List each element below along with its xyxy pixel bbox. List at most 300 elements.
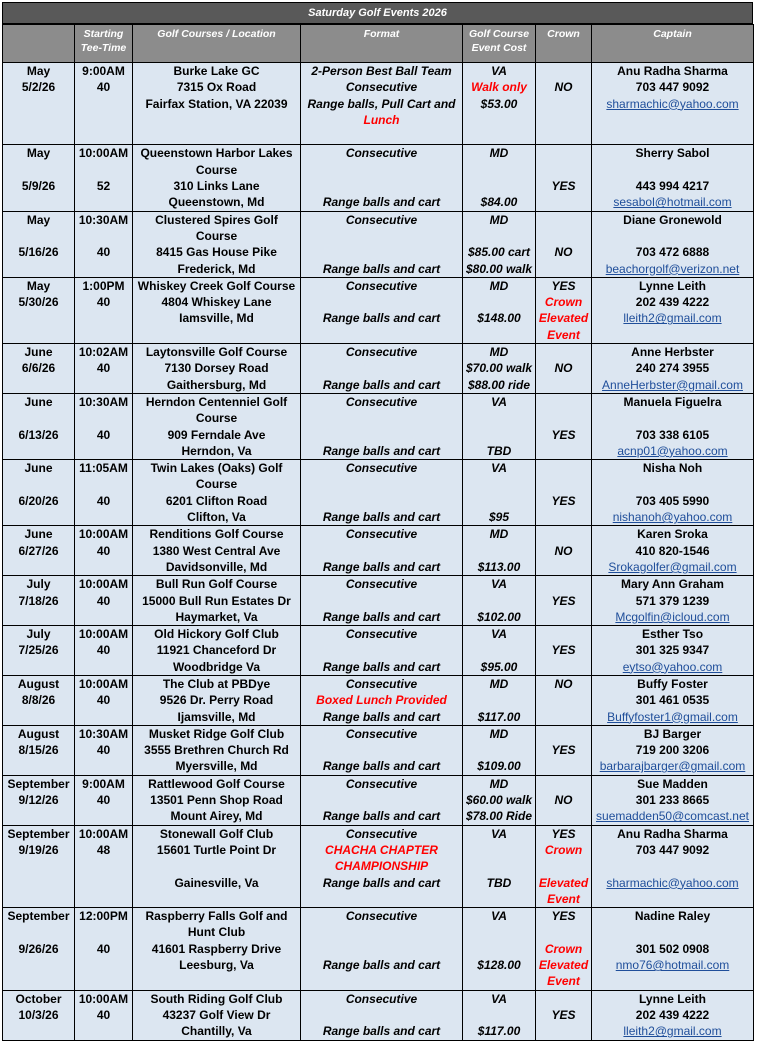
course-cell <box>133 393 301 459</box>
tee-time-line <box>76 957 131 973</box>
email-link[interactable]: barbarajbarger@gmail.com <box>599 759 746 774</box>
crown-line: NO <box>554 676 573 691</box>
course-line <box>134 128 299 144</box>
course-line: 15000 Bull Run Estates Dr <box>142 593 291 608</box>
course-line: 909 Ferndale Ave <box>167 427 266 442</box>
course-line: 9526 Dr. Perry Road <box>159 693 274 708</box>
tee-time-cell <box>75 576 133 626</box>
format-line: Range balls and cart <box>322 311 441 326</box>
captain-line: 703 447 9092 <box>635 842 710 857</box>
captain-cell <box>592 211 754 277</box>
date-line <box>4 659 73 675</box>
captain-cell <box>592 526 754 576</box>
crown-cell <box>536 63 592 145</box>
captain-cell <box>592 626 754 676</box>
email-link[interactable]: lleith2@gmail.com <box>623 1024 722 1039</box>
header-crown: Crown <box>536 25 592 63</box>
course-line: Chantilly, Va <box>181 1024 252 1039</box>
date-line: May <box>26 146 51 161</box>
date-line <box>4 261 73 277</box>
course-line: Course <box>195 411 238 426</box>
crown-cell <box>536 675 592 725</box>
tee-time-cell <box>75 63 133 145</box>
format-line: Consecutive <box>345 676 418 691</box>
course-line: Clustered Spires Golf <box>155 212 278 227</box>
event-row <box>3 393 754 459</box>
header-cost: Golf Course Event Cost <box>463 25 536 63</box>
crown-line <box>537 726 590 742</box>
cost-line: $102.00 <box>477 609 521 624</box>
cost-cell <box>463 675 536 725</box>
course-line: Renditions Golf Course <box>149 527 284 542</box>
captain-line: Nisha Noh <box>642 461 703 476</box>
tee-time-line: 40 <box>96 1007 111 1022</box>
course-line: 7130 Dorsey Road <box>164 361 269 376</box>
date-line: 8/8/26 <box>21 693 56 708</box>
email-link[interactable]: sesabol@hotmail.com <box>613 195 732 210</box>
course-line: Mount Airey, Md <box>170 809 263 824</box>
cost-line <box>464 228 534 244</box>
date-line <box>4 709 73 725</box>
date-cell <box>3 775 75 825</box>
email-link[interactable]: nmo76@hotmail.com <box>615 958 730 973</box>
captain-cell <box>592 990 754 1040</box>
date-line <box>4 973 73 989</box>
cost-cell <box>463 526 536 576</box>
cost-line: VA <box>491 826 507 841</box>
captain-line <box>593 891 752 907</box>
cost-line: VA <box>491 577 507 592</box>
captain-line <box>593 973 752 989</box>
date-line: June <box>24 527 53 542</box>
email-link[interactable]: nishanoh@yahoo.com <box>612 510 733 525</box>
tee-time-cell <box>75 277 133 343</box>
cost-cell <box>463 344 536 394</box>
date-cell <box>3 277 75 343</box>
email-link[interactable]: acnp01@yahoo.com <box>617 443 728 458</box>
date-line: 5/30/26 <box>18 295 59 310</box>
course-line: 310 Links Lane <box>173 179 260 194</box>
captain-line: 443 994 4217 <box>635 179 710 194</box>
date-line <box>4 410 73 426</box>
cost-cell <box>463 63 536 145</box>
cost-line <box>464 842 534 858</box>
course-line <box>134 858 299 874</box>
cost-cell <box>463 576 536 626</box>
course-line: Laytonsville Golf Course <box>145 345 288 360</box>
cost-cell <box>463 725 536 775</box>
crown-line <box>537 1023 590 1039</box>
tee-time-cell <box>75 775 133 825</box>
cost-line: VA <box>491 64 507 78</box>
captain-cell <box>592 344 754 394</box>
tee-time-cell <box>75 825 133 907</box>
course-line: 1380 West Central Ave <box>152 543 281 558</box>
date-line: September <box>7 776 70 791</box>
format-line: Consecutive <box>345 278 418 293</box>
event-row <box>3 725 754 775</box>
tee-time-line <box>76 659 131 675</box>
crown-line <box>537 63 590 79</box>
events-table <box>2 24 754 1041</box>
captain-line: Anu Radha Sharma <box>617 64 728 78</box>
cost-line <box>464 112 534 128</box>
format-line <box>302 493 461 509</box>
tee-time-line <box>76 228 131 244</box>
event-row <box>3 63 754 145</box>
captain-line: Mary Ann Graham <box>621 577 724 592</box>
captain-cell <box>592 145 754 211</box>
cost-line: $95 <box>488 510 510 525</box>
cost-cell <box>463 908 536 990</box>
course-line: Stonewall Golf Club <box>159 826 274 841</box>
date-cell <box>3 393 75 459</box>
date-line: 6/13/26 <box>18 427 59 442</box>
date-line <box>4 609 73 625</box>
format-line: Range balls and cart <box>322 759 441 774</box>
tee-time-line: 10:30AM <box>78 394 129 409</box>
date-line <box>4 327 73 343</box>
captain-line <box>593 128 752 144</box>
captain-cell <box>592 825 754 907</box>
date-cell <box>3 460 75 526</box>
crown-cell <box>536 990 592 1040</box>
format-line: Consecutive <box>345 527 418 542</box>
tee-time-line: 40 <box>96 593 111 608</box>
captain-cell <box>592 460 754 526</box>
crown-line: Event <box>547 327 580 342</box>
crown-line <box>537 758 590 774</box>
date-cell <box>3 626 75 676</box>
crown-line <box>537 858 590 874</box>
crown-line <box>537 576 590 592</box>
crown-line <box>537 526 590 542</box>
format-line: Range balls and cart <box>322 559 441 574</box>
crown-line <box>537 924 590 940</box>
format-line: Range balls and cart <box>322 875 441 890</box>
date-cell <box>3 344 75 394</box>
email-link[interactable]: lleith2@gmail.com <box>623 311 722 326</box>
cost-line <box>464 742 534 758</box>
cost-line: MD <box>489 527 509 542</box>
format-cell <box>301 344 463 394</box>
format-line: Lunch <box>363 112 400 127</box>
cost-line: MD <box>489 776 509 791</box>
crown-line <box>537 194 590 210</box>
captain-line: Lynne Leith <box>639 278 706 293</box>
format-line: Boxed Lunch Provided <box>316 693 447 708</box>
email-link[interactable]: Mcgolfin@icloud.com <box>615 609 730 624</box>
course-line: Queenstown Harbor Lakes <box>140 146 293 161</box>
course-line: Herndon, Va <box>181 443 252 458</box>
cost-line <box>464 493 534 509</box>
course-line <box>134 112 299 128</box>
cost-cell <box>463 775 536 825</box>
format-line: Range balls and cart <box>322 709 441 724</box>
tee-time-cell <box>75 145 133 211</box>
captain-line <box>593 924 752 940</box>
tee-time-line <box>76 327 131 343</box>
date-line <box>4 96 73 112</box>
format-line: CHACHA CHAPTER <box>325 842 438 857</box>
date-line <box>4 443 73 459</box>
crown-line: YES <box>551 593 576 608</box>
format-cell <box>301 145 463 211</box>
crown-line <box>537 609 590 625</box>
date-line: May <box>26 64 51 78</box>
crown-line: YES <box>551 909 576 924</box>
cost-line <box>464 924 534 940</box>
event-row <box>3 825 754 907</box>
tee-time-line <box>76 808 131 824</box>
crown-line: YES <box>551 278 576 293</box>
event-row <box>3 460 754 526</box>
date-line <box>4 858 73 874</box>
crown-line: YES <box>551 493 576 508</box>
captain-line <box>593 228 752 244</box>
course-line: 13501 Penn Shop Road <box>150 793 283 808</box>
email-link[interactable]: Buffyfoster1@gmail.com <box>607 709 738 724</box>
format-line <box>302 427 461 443</box>
date-line: 7/25/26 <box>18 643 59 658</box>
format-line: Range balls and cart <box>322 659 441 674</box>
format-line: Consecutive <box>345 627 418 642</box>
date-cell <box>3 145 75 211</box>
crown-line <box>537 145 590 161</box>
course-cell <box>133 63 301 145</box>
cost-line <box>464 543 534 559</box>
tee-time-line <box>76 162 131 178</box>
cost-line: $70.00 walk <box>465 361 533 376</box>
format-line: Range balls, Pull Cart and <box>307 96 456 111</box>
sheet-title: Saturday Golf Events 2026 <box>2 2 753 24</box>
crown-line: Event <box>547 974 580 989</box>
course-line: 41601 Raspberry Drive <box>151 941 282 956</box>
email-link[interactable]: sharmachic@yahoo.com <box>606 875 739 890</box>
captain-line <box>593 112 752 128</box>
date-line: 9/26/26 <box>18 941 59 956</box>
crown-cell <box>536 825 592 907</box>
date-line <box>4 194 73 210</box>
crown-line <box>537 96 590 112</box>
crown-line <box>537 460 590 476</box>
format-line <box>302 162 461 178</box>
cost-line: $85.00 cart <box>467 245 531 260</box>
cost-line <box>464 858 534 874</box>
tee-time-line <box>76 509 131 525</box>
format-cell <box>301 526 463 576</box>
tee-time-line: 40 <box>96 643 111 658</box>
cost-line: $128.00 <box>477 958 521 973</box>
format-line: Consecutive <box>345 577 418 592</box>
course-line: The Club at PBDye <box>162 676 271 691</box>
date-cell <box>3 63 75 145</box>
captain-line: 703 405 5990 <box>635 493 710 508</box>
captain-line <box>593 327 752 343</box>
email-link[interactable]: eytso@yahoo.com <box>622 659 723 674</box>
format-line: Consecutive <box>345 826 418 841</box>
crown-line <box>537 128 590 144</box>
captain-line: 240 274 3955 <box>635 361 710 376</box>
format-line: Range balls and cart <box>322 1024 441 1039</box>
crown-line: YES <box>551 1007 576 1022</box>
course-line: Gaithersburg, Md <box>166 377 267 392</box>
course-line: Clifton, Va <box>187 510 246 525</box>
format-line <box>302 410 461 426</box>
format-line <box>302 973 461 989</box>
crown-line <box>537 509 590 525</box>
captain-line: Lynne Leith <box>639 991 706 1006</box>
tee-time-line <box>76 96 131 112</box>
date-line: 5/16/26 <box>18 245 59 260</box>
tee-time-line: 10:00AM <box>78 991 129 1006</box>
tee-time-cell <box>75 908 133 990</box>
email-link[interactable]: sharmachic@yahoo.com <box>606 96 739 111</box>
course-line: Hunt Club <box>187 925 246 940</box>
captain-line: Anu Radha Sharma <box>617 826 728 841</box>
date-cell <box>3 908 75 990</box>
tee-time-line: 9:00AM <box>82 64 125 78</box>
email-link[interactable]: Srokagolfer@gmail.com <box>608 559 737 574</box>
format-line: Range balls and cart <box>322 609 441 624</box>
crown-line <box>537 559 590 575</box>
cost-line <box>464 891 534 907</box>
crown-line: NO <box>554 793 573 808</box>
captain-cell <box>592 725 754 775</box>
date-line <box>4 758 73 774</box>
tee-time-line: 10:30AM <box>78 726 129 741</box>
captain-line <box>593 410 752 426</box>
crown-line <box>537 228 590 244</box>
format-line <box>302 941 461 957</box>
cost-line: $95.00 <box>480 659 518 674</box>
cost-line <box>464 973 534 989</box>
events-body <box>3 63 754 1041</box>
course-cell <box>133 775 301 825</box>
course-cell <box>133 576 301 626</box>
crown-line: Crown <box>544 295 583 310</box>
date-line: May <box>26 212 51 227</box>
email-link[interactable]: AnneHerbster@gmail.com <box>602 377 743 392</box>
format-line: Consecutive <box>345 991 418 1006</box>
tee-time-cell <box>75 675 133 725</box>
course-cell <box>133 908 301 990</box>
captain-line <box>593 858 752 874</box>
crown-cell <box>536 344 592 394</box>
date-line: September <box>7 826 70 841</box>
date-line: 8/15/26 <box>18 743 59 758</box>
event-row <box>3 344 754 394</box>
captain-line <box>593 476 752 492</box>
format-line <box>302 742 461 758</box>
captain-cell <box>592 63 754 145</box>
tee-time-line <box>76 758 131 774</box>
cost-cell <box>463 277 536 343</box>
crown-line: Crown <box>544 842 583 857</box>
format-line: Consecutive <box>345 461 418 476</box>
tee-time-line: 10:00AM <box>78 826 129 841</box>
tee-time-line <box>76 973 131 989</box>
cost-line: MD <box>489 726 509 741</box>
cost-line: $117.00 <box>477 1024 521 1039</box>
crown-cell <box>536 145 592 211</box>
course-line: Rattlewood Golf Course <box>148 776 285 791</box>
tee-time-line: 40 <box>96 543 111 558</box>
crown-line <box>537 476 590 492</box>
date-line: 5/9/26 <box>21 179 56 194</box>
format-line: Range balls and cart <box>322 377 441 392</box>
tee-time-line: 40 <box>96 295 111 310</box>
captain-line: 703 447 9092 <box>635 80 710 95</box>
crown-line <box>537 261 590 277</box>
crown-line <box>537 377 590 393</box>
format-line <box>302 891 461 907</box>
course-cell <box>133 526 301 576</box>
date-line: June <box>24 461 53 476</box>
course-line: Frederick, Md <box>177 261 256 276</box>
course-line: Myersville, Md <box>175 759 258 774</box>
cost-line <box>464 593 534 609</box>
course-line: Herndon Centenniel Golf <box>145 394 288 409</box>
tee-time-line <box>76 709 131 725</box>
tee-time-line: 40 <box>96 693 111 708</box>
event-row <box>3 626 754 676</box>
email-link[interactable]: suemadden50@comcast.net <box>596 809 749 824</box>
course-line: Raspberry Falls Golf and <box>145 909 288 924</box>
cost-line: Walk only <box>471 80 527 95</box>
course-line: Twin Lakes (Oaks) Golf <box>150 461 283 476</box>
tee-time-line: 40 <box>96 427 111 442</box>
date-line: 6/27/26 <box>18 543 59 558</box>
event-row <box>3 990 754 1040</box>
format-line: Consecutive <box>345 345 418 360</box>
crown-line <box>537 162 590 178</box>
email-link[interactable]: beachorgolf@verizon.net <box>605 261 740 276</box>
course-line: Bull Run Golf Course <box>155 577 278 592</box>
cost-line: $88.00 ride <box>467 377 531 392</box>
captain-cell <box>592 675 754 725</box>
date-line <box>4 162 73 178</box>
course-line: Old Hickory Golf Club <box>154 627 279 642</box>
tee-time-cell <box>75 211 133 277</box>
cost-line: VA <box>491 394 507 409</box>
format-cell <box>301 725 463 775</box>
course-line: Ijamsville, Md <box>177 709 256 724</box>
course-line: Queenstown, Md <box>168 195 265 210</box>
cost-line: $113.00 <box>477 559 521 574</box>
crown-line <box>537 659 590 675</box>
crown-line <box>537 410 590 426</box>
course-line: Course <box>195 162 238 177</box>
tee-time-line: 10:00AM <box>78 527 129 542</box>
cost-line: $78.00 Ride <box>465 809 533 824</box>
format-line <box>302 593 461 609</box>
tee-time-line: 40 <box>96 245 111 260</box>
crown-cell <box>536 211 592 277</box>
format-cell <box>301 775 463 825</box>
date-line <box>4 228 73 244</box>
date-line <box>4 957 73 973</box>
cost-line: MD <box>489 212 509 227</box>
tee-time-cell <box>75 526 133 576</box>
format-line <box>302 327 461 343</box>
crown-line: YES <box>551 643 576 658</box>
captain-cell <box>592 775 754 825</box>
tee-time-cell <box>75 393 133 459</box>
format-line: Consecutive <box>345 80 418 95</box>
tee-time-line <box>76 261 131 277</box>
event-row <box>3 145 754 211</box>
